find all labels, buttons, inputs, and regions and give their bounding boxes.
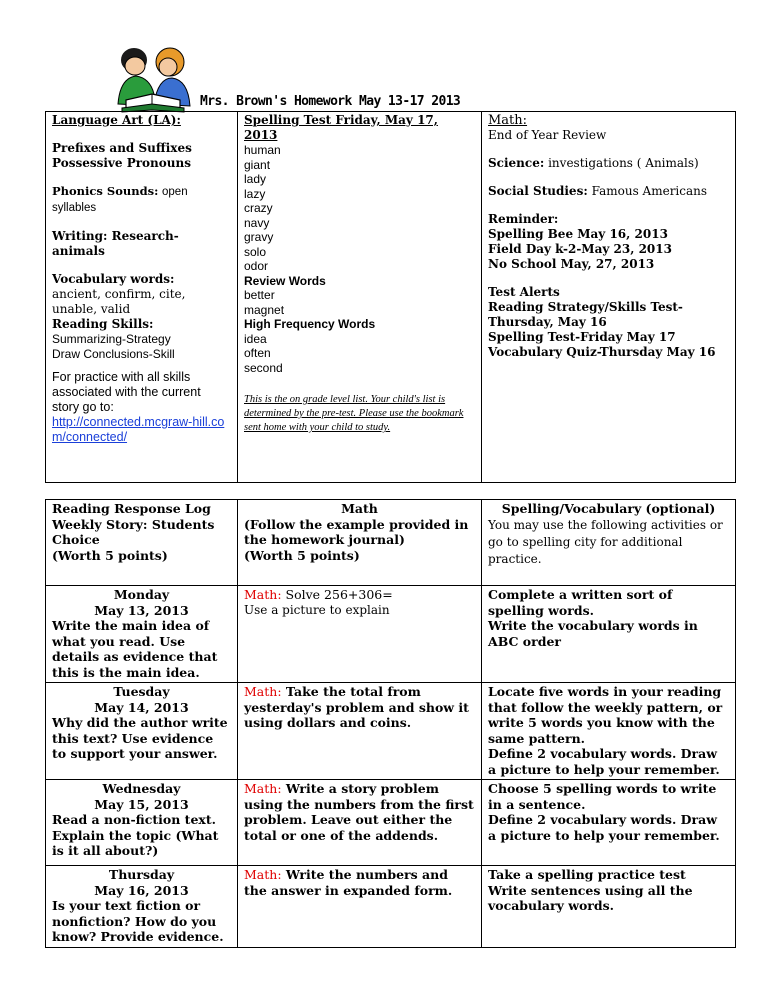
- spelling-note: This is the on grade level list. Your child's list is determined by the pre-test. Please use the bookmark sent home with your child to study.: [244, 394, 464, 433]
- math-header: [238, 500, 482, 586]
- hf-word: second: [244, 360, 283, 375]
- test-alert-item: Reading Strategy/Skills Test-Thursday, May 16: [488, 300, 683, 329]
- reading-task: Read a non-fiction text. Explain the topic (What is it all about?): [52, 812, 219, 858]
- reading-skills-label: Reading Skills:: [52, 317, 154, 331]
- math-label: Math:: [244, 684, 282, 699]
- reminder-item: Spelling Bee May 16, 2013: [488, 227, 668, 241]
- test-alert-item: Spelling Test-Friday May 17: [488, 330, 676, 344]
- science-value: investigations ( Animals): [548, 156, 699, 170]
- monday-math: [238, 586, 482, 683]
- writing-text: Writing: Research-animals: [52, 229, 179, 258]
- day-name: Monday: [113, 587, 170, 602]
- reminder-item: Field Day k-2-May 23, 2013: [488, 242, 672, 256]
- reading-task: Write the main idea of what you read. Use details as evidence that this is the main idea.: [52, 618, 218, 680]
- day-name: Wednesday: [102, 781, 181, 796]
- thursday-spelling: [482, 866, 736, 948]
- spelling-word: crazy: [244, 201, 273, 215]
- reading-log-header: [46, 500, 238, 586]
- monday-spelling: [482, 586, 736, 683]
- daily-homework-table: [45, 499, 736, 948]
- spelling-task-2: Define 2 vocabulary words. Draw a picture to help your remember.: [488, 746, 720, 777]
- header-line: (Follow the example provided in the homework journal): [244, 516, 469, 547]
- subjects-cell: [482, 112, 736, 483]
- math-label: Math:: [244, 867, 282, 882]
- spelling-heading: Spelling Test Friday, May 17, 2013: [244, 113, 438, 142]
- header-line: Weekly Story: Students Choice: [52, 516, 215, 547]
- day-name: Tuesday: [113, 684, 170, 699]
- phonics-value: open syllables: [52, 186, 188, 214]
- spelling-word: lazy: [244, 186, 266, 201]
- vocab-label: Vocabulary words:: [52, 272, 175, 286]
- thursday-math: [238, 866, 482, 948]
- social-studies-value: Famous Americans: [591, 184, 708, 198]
- monday-reading: [46, 586, 238, 683]
- math-header-title: Math: [341, 501, 378, 516]
- page-title: Mrs. Brown's Homework May 13-17 2013: [200, 94, 461, 109]
- math-value: End of Year Review: [488, 128, 607, 142]
- spelling-list-cell: [238, 112, 482, 483]
- la-line2: Possessive Pronouns: [52, 156, 191, 170]
- wednesday-spelling: [482, 780, 736, 866]
- weekly-overview-table: [45, 111, 736, 483]
- mcgraw-hill-link[interactable]: http://connected.mcgraw-hill.com/connected/: [52, 415, 225, 444]
- spelling-task: Choose 5 spelling words to write in a sentence.: [488, 781, 717, 812]
- la-heading: Language Art (LA):: [52, 113, 181, 127]
- spelling-word: gravy: [244, 230, 274, 244]
- tuesday-spelling: [482, 683, 736, 780]
- spelling-task: Complete a written sort of spelling words.: [488, 587, 673, 618]
- day-date: May 16, 2013: [94, 882, 189, 898]
- test-alerts-label: Test Alerts: [488, 285, 560, 299]
- spelling-task: Take a spelling practice test: [488, 867, 686, 882]
- day-date: May 13, 2013: [94, 602, 189, 618]
- spelling-header-text: You may use the following activities or go to spelling city for additional practice.: [488, 517, 723, 566]
- spelling-header-title: Spelling/Vocabulary (optional): [501, 501, 716, 516]
- math-label: Math:: [488, 113, 528, 128]
- tuesday-reading: [46, 683, 238, 780]
- spelling-word: lady: [244, 172, 267, 186]
- science-label: Science:: [488, 156, 545, 170]
- spelling-word: solo: [244, 244, 267, 259]
- math-label: Math:: [244, 587, 282, 602]
- reading-skill-1: Summarizing-Strategy: [52, 332, 171, 346]
- la-line1: Prefixes and Suffixes: [52, 141, 192, 155]
- practice-text: For practice with all skills associated with the current story go to:: [52, 370, 201, 414]
- spelling-task: Locate five words in your reading that follow the weekly pattern, or write 5 words you know with the same pattern.: [488, 684, 723, 746]
- reading-skill-2: Draw Conclusions-Skill: [52, 346, 175, 361]
- phonics-label: Phonics Sounds:: [52, 184, 159, 198]
- reading-task: Why did the author write this text? Use evidence to support your answer.: [52, 715, 228, 761]
- high-frequency-heading: High Frequency Words: [244, 317, 376, 331]
- vocab-value: ancient, confirm, cite, unable, valid: [52, 287, 186, 316]
- day-name: Thursday: [108, 867, 175, 882]
- review-words-heading: Review Words: [244, 273, 326, 288]
- header-line: Reading Response Log: [52, 501, 211, 516]
- spelling-word: odor: [244, 259, 269, 273]
- spelling-task-2: Define 2 vocabulary words. Draw a picture to help your remember.: [488, 812, 720, 843]
- reading-task: Is your text fiction or nonfiction? How do you know? Provide evidence.: [52, 898, 224, 944]
- day-date: May 15, 2013: [94, 796, 189, 812]
- reminder-label: Reminder:: [488, 212, 559, 226]
- header-line: (Worth 5 points): [52, 547, 168, 563]
- language-arts-cell: [46, 112, 238, 483]
- spelling-task-2: Write the vocabulary words in ABC order: [488, 618, 698, 649]
- spelling-header: [482, 500, 736, 586]
- review-word: magnet: [244, 302, 285, 317]
- spelling-task-2: Write sentences using all the vocabulary words.: [488, 882, 693, 913]
- math-task: Write the numbers and the answer in expanded form.: [244, 867, 453, 898]
- reminder-item: No School May, 27, 2013: [488, 257, 655, 271]
- hf-word: idea: [244, 331, 267, 346]
- spelling-word: navy: [244, 215, 270, 230]
- spelling-word: giant: [244, 157, 271, 172]
- math-task: Write a story problem using the numbers from the first problem. Leave out either the total or one of the addends.: [244, 781, 474, 843]
- wednesday-reading: [46, 780, 238, 866]
- day-date: May 14, 2013: [94, 699, 189, 715]
- math-task-2: Use a picture to explain: [244, 602, 390, 617]
- test-alert-item: Vocabulary Quiz-Thursday May 16: [488, 345, 716, 359]
- math-label: Math:: [244, 781, 282, 796]
- header-line: (Worth 5 points): [244, 547, 360, 563]
- kids-reading-icon: [104, 44, 204, 114]
- hf-word: often: [244, 346, 271, 360]
- social-studies-label: Social Studies:: [488, 184, 588, 198]
- tuesday-math: [238, 683, 482, 780]
- math-task: Solve 256+306=: [285, 587, 393, 602]
- math-task: Take the total from yesterday's problem and show it using dollars and coins.: [244, 684, 469, 730]
- spelling-word: human: [244, 143, 281, 157]
- thursday-reading: [46, 866, 238, 948]
- wednesday-math: [238, 780, 482, 866]
- review-word: better: [244, 288, 275, 302]
